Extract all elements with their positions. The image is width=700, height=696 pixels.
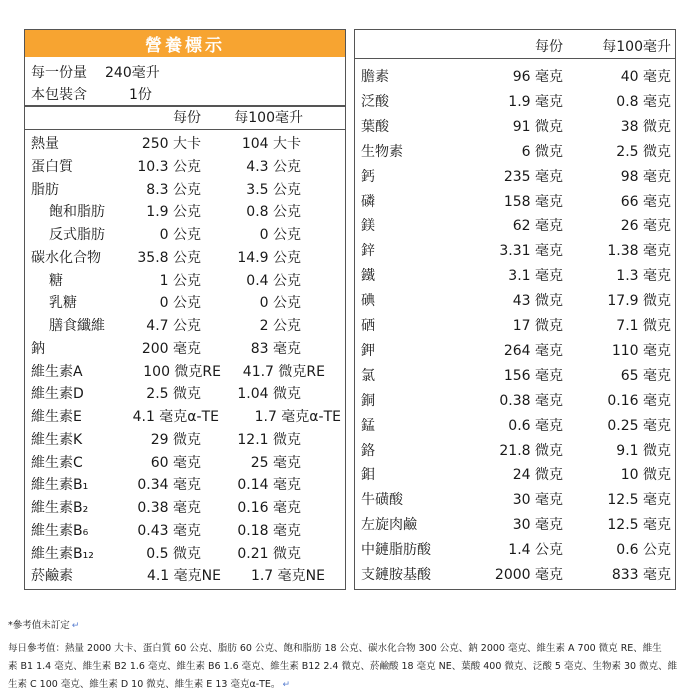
return-mark-icon: ↵ [71, 621, 80, 631]
nutrient-name: 維生素B₂ [31, 500, 89, 516]
amount-per-100ml: 1.3 毫克 [616, 268, 671, 285]
nutrient-name: 維生素E [31, 409, 82, 425]
amount-per-100ml: 0.18 毫克 [237, 522, 301, 539]
nutrient-row [355, 114, 675, 137]
amount-per-100ml: 4.3 公克 [246, 158, 301, 175]
amount-per-100ml: 26 毫克 [620, 218, 671, 235]
nutrient-name: 鋅 [361, 243, 375, 260]
amount-per-serving: 0.38 毫克 [137, 500, 201, 516]
nutrient-name: 葉酸 [361, 118, 389, 135]
amount-per-serving: 30 毫克 [512, 492, 563, 509]
amount-per-serving: 62 毫克 [512, 218, 563, 235]
servings-per-package-line [31, 84, 152, 104]
nutrient-row [25, 131, 345, 154]
nutrient-name: 鉬 [361, 467, 375, 484]
nutrient-row [25, 541, 345, 564]
amount-per-serving: 2.5 微克 [146, 386, 201, 403]
column-header-per-serving: 每份 [173, 110, 201, 126]
amount-per-serving: 1.9 毫克 [508, 93, 563, 110]
amount-per-100ml: 104 大卡 [241, 136, 301, 152]
nutrient-name: 膽素 [361, 69, 389, 85]
amount-per-serving: 200 毫克 [141, 340, 201, 357]
nutrient-name: 維生素A [31, 363, 83, 380]
amount-per-serving: 0 公克 [159, 227, 201, 243]
nutrient-row [355, 438, 675, 461]
amount-per-serving: 264 毫克 [503, 342, 563, 359]
amount-per-serving: 3.1 毫克 [508, 268, 563, 285]
nutrient-name: 維生素K [31, 431, 83, 448]
amount-per-100ml: 1.04 微克 [237, 386, 301, 403]
footnote-text: *參考值未訂定 [8, 620, 70, 631]
column-header-per-100ml: 每100毫升 [602, 39, 671, 55]
nutrient-name: 碘 [361, 293, 375, 310]
nutrient-row [25, 336, 345, 359]
nutrient-name: 左旋肉鹼 [361, 517, 417, 534]
nutrient-row [25, 404, 345, 427]
amount-per-100ml: 1.7 毫克NE [250, 568, 325, 585]
nutrient-row [355, 487, 675, 510]
divider [355, 58, 675, 59]
nutrient-name: 鉻 [361, 442, 375, 459]
amount-per-serving: 30 毫克 [512, 517, 563, 534]
nutrient-name: 反式脂肪 [49, 227, 105, 243]
amount-per-100ml: 40 毫克 [620, 69, 671, 85]
nutrient-row [355, 462, 675, 485]
amount-per-100ml: 12.5 毫克 [607, 492, 671, 509]
nutrient-row [355, 64, 675, 87]
amount-per-100ml: 0.16 毫克 [607, 392, 671, 409]
nutrient-name: 飽和脂肪 [49, 204, 105, 221]
amount-per-100ml: 14.9 公克 [237, 249, 301, 266]
amount-per-serving: 235 毫克 [503, 168, 563, 185]
amount-per-100ml: 9.1 微克 [616, 442, 671, 459]
nutrient-row [25, 359, 345, 382]
amount-per-serving: 0 公克 [159, 295, 201, 312]
column-header-per-serving: 每份 [535, 39, 563, 55]
nutrient-name: 維生素D [31, 386, 84, 403]
nutrient-row [25, 495, 345, 518]
nutrient-name: 乳糖 [49, 295, 77, 312]
nutrient-name: 維生素C [31, 454, 83, 471]
amount-per-serving: 8.3 公克 [146, 181, 201, 198]
nutrient-name: 銅 [361, 392, 375, 409]
amount-per-100ml: 0.21 微克 [237, 545, 301, 562]
servings-label: 本包裝含 [31, 87, 87, 103]
nutrient-name: 硒 [361, 318, 375, 334]
amount-per-100ml: 25 毫克 [250, 454, 301, 471]
nutrient-name: 鐵 [361, 268, 375, 285]
amount-per-serving: 10.3 公克 [137, 158, 201, 175]
amount-per-serving: 100 微克RE [143, 363, 221, 380]
amount-per-serving: 2000 毫克 [494, 567, 563, 583]
nutrient-name: 糖 [49, 272, 63, 289]
footnote-text: 生素 C 100 毫克、維生素 D 10 微克、維生素 E 13 毫克α-TE。 [8, 679, 281, 690]
nutrient-row [25, 427, 345, 450]
footnote-reference-not-set [8, 617, 79, 631]
nutrient-row [355, 288, 675, 311]
amount-per-100ml: 17.9 微克 [607, 293, 671, 310]
nutrient-row [355, 189, 675, 212]
nutrient-row [25, 290, 345, 313]
nutrient-name: 維生素B₁₂ [31, 545, 94, 562]
nutrition-facts-panel-right [354, 29, 676, 590]
nutrient-row [355, 537, 675, 560]
amount-per-serving: 96 毫克 [512, 69, 563, 85]
nutrient-row [25, 199, 345, 222]
amount-per-serving: 0.38 毫克 [499, 392, 563, 409]
nutrient-name: 牛磺酸 [361, 492, 403, 509]
nutrient-row [355, 363, 675, 386]
amount-per-100ml: 3.5 公克 [246, 181, 301, 198]
nutrition-facts-panel-left [24, 29, 346, 590]
amount-per-100ml: 0.4 公克 [246, 272, 301, 289]
amount-per-serving: 4.1 毫克NE [146, 568, 221, 585]
amount-per-serving: 17 微克 [512, 318, 563, 334]
amount-per-100ml: 833 毫克 [611, 567, 671, 583]
nutrient-row [25, 268, 345, 291]
nutrient-row [25, 518, 345, 541]
amount-per-100ml: 7.1 微克 [616, 318, 671, 334]
nutrient-row [25, 381, 345, 404]
nutrient-name: 鈣 [361, 168, 375, 185]
amount-per-serving: 1 公克 [159, 272, 201, 289]
nutrient-name: 維生素B₁ [31, 477, 89, 494]
amount-per-serving: 21.8 微克 [499, 442, 563, 459]
amount-per-100ml: 1.38 毫克 [607, 243, 671, 260]
nutrient-name: 膳食纖維 [49, 318, 105, 334]
amount-per-100ml: 0.6 公克 [616, 542, 671, 559]
nutrient-name: 維生素B₆ [31, 522, 89, 539]
amount-per-100ml: 110 毫克 [611, 342, 671, 359]
amount-per-100ml: 41.7 微克RE [242, 363, 325, 380]
amount-per-serving: 6 微克 [521, 143, 563, 160]
amount-per-serving: 1.4 公克 [508, 542, 563, 559]
amount-per-100ml: 0.8 毫克 [616, 93, 671, 110]
nutrient-row [25, 177, 345, 200]
nutrient-row [355, 139, 675, 162]
amount-per-100ml: 98 毫克 [620, 168, 671, 185]
amount-per-serving: 0.5 微克 [146, 545, 201, 562]
nutrient-name: 碳水化合物 [31, 249, 101, 266]
amount-per-100ml: 65 毫克 [620, 367, 671, 384]
amount-per-serving: 4.7 公克 [146, 318, 201, 334]
serving-size-label: 每一份量 [31, 65, 87, 81]
amount-per-serving: 250 大卡 [141, 136, 201, 152]
nutrient-name: 中鏈脂肪酸 [361, 542, 431, 559]
amount-per-100ml: 66 毫克 [620, 193, 671, 210]
amount-per-100ml: 0.8 公克 [246, 204, 301, 221]
nutrient-name: 脂肪 [31, 181, 59, 198]
amount-per-100ml: 12.5 毫克 [607, 517, 671, 534]
nutrient-row [355, 238, 675, 261]
amount-per-serving: 3.31 毫克 [499, 243, 563, 260]
amount-per-100ml: 2.5 微克 [616, 143, 671, 160]
serving-size-value: 240毫升 [105, 65, 160, 81]
amount-per-serving: 1.9 公克 [146, 204, 201, 221]
amount-per-100ml: 0.25 毫克 [607, 417, 671, 434]
amount-per-serving: 0.43 毫克 [137, 522, 201, 539]
footnote-daily-values-line-3 [8, 676, 290, 690]
nutrient-row [355, 89, 675, 112]
column-header-per-100ml: 每100毫升 [234, 110, 303, 126]
nutrient-row [355, 338, 675, 361]
nutrient-name: 鈉 [31, 340, 45, 357]
servings-value: 1份 [129, 87, 152, 103]
amount-per-serving: 0.6 毫克 [508, 417, 563, 434]
return-mark-icon: ↵ [282, 680, 290, 690]
amount-per-serving: 4.1 毫克α-TE [132, 409, 219, 425]
footnote-daily-values-line-1: 每日參考值：熱量 2000 大卡、蛋白質 60 公克、脂肪 60 公克、飽和脂肪 18 公克、碳水化合物 300 公克、鈉 2000 毫克、維生素 A 700 微克 RE、維生 [8, 643, 662, 654]
nutrient-name: 菸鹼素 [31, 568, 73, 585]
amount-per-100ml: 83 毫克 [250, 340, 301, 357]
amount-per-100ml: 1.7 毫克α-TE [254, 409, 341, 425]
amount-per-serving: 0.34 毫克 [137, 477, 201, 494]
amount-per-serving: 35.8 公克 [137, 249, 201, 266]
amount-per-serving: 24 微克 [512, 467, 563, 484]
nutrient-row [355, 388, 675, 411]
amount-per-100ml: 0 公克 [259, 295, 301, 312]
nutrient-name: 生物素 [361, 143, 403, 160]
footnote-daily-values-line-2: 素 B1 1.4 毫克、維生素 B2 1.6 毫克、維生素 B6 1.6 毫克、維生素 B12 2.4 微克、菸鹼酸 18 毫克 NE、葉酸 400 微克、泛酸 5 毫克、生物素 30 微克、維 [8, 661, 678, 672]
nutrient-row [25, 563, 345, 586]
serving-size-line [31, 62, 160, 82]
nutrient-name: 錳 [361, 417, 375, 434]
nutrient-name: 熱量 [31, 136, 59, 152]
amount-per-100ml: 2 公克 [259, 318, 301, 334]
amount-per-serving: 156 毫克 [503, 367, 563, 384]
nutrient-row [355, 313, 675, 336]
nutrient-row [25, 222, 345, 245]
nutrient-name: 氯 [361, 367, 375, 384]
amount-per-serving: 158 毫克 [503, 193, 563, 210]
amount-per-100ml: 10 微克 [620, 467, 671, 484]
amount-per-100ml: 0 公克 [259, 227, 301, 243]
amount-per-100ml: 0.16 毫克 [237, 500, 301, 516]
nutrient-row [25, 313, 345, 336]
amount-per-serving: 91 微克 [512, 118, 563, 135]
nutrient-row [25, 154, 345, 177]
divider [25, 129, 345, 130]
amount-per-serving: 60 毫克 [150, 454, 201, 471]
nutrient-row [355, 512, 675, 535]
nutrient-row [355, 164, 675, 187]
nutrient-name: 蛋白質 [31, 158, 73, 175]
nutrition-label-title: 營養標示 [25, 30, 345, 57]
nutrient-row [355, 213, 675, 236]
nutrient-name: 鎂 [361, 218, 375, 235]
nutrient-row [355, 263, 675, 286]
nutrient-row [25, 472, 345, 495]
nutrient-row [355, 562, 675, 585]
nutrient-name: 磷 [361, 193, 375, 210]
amount-per-serving: 29 微克 [150, 431, 201, 448]
nutrient-row [355, 413, 675, 436]
amount-per-100ml: 0.14 毫克 [237, 477, 301, 494]
nutrient-row [25, 450, 345, 473]
nutrient-row [25, 245, 345, 268]
nutrient-name: 泛酸 [361, 93, 389, 110]
amount-per-100ml: 12.1 微克 [237, 431, 301, 448]
amount-per-100ml: 38 微克 [620, 118, 671, 135]
nutrient-name: 支鏈胺基酸 [361, 567, 431, 583]
amount-per-serving: 43 微克 [512, 293, 563, 310]
nutrient-name: 鉀 [361, 342, 375, 359]
